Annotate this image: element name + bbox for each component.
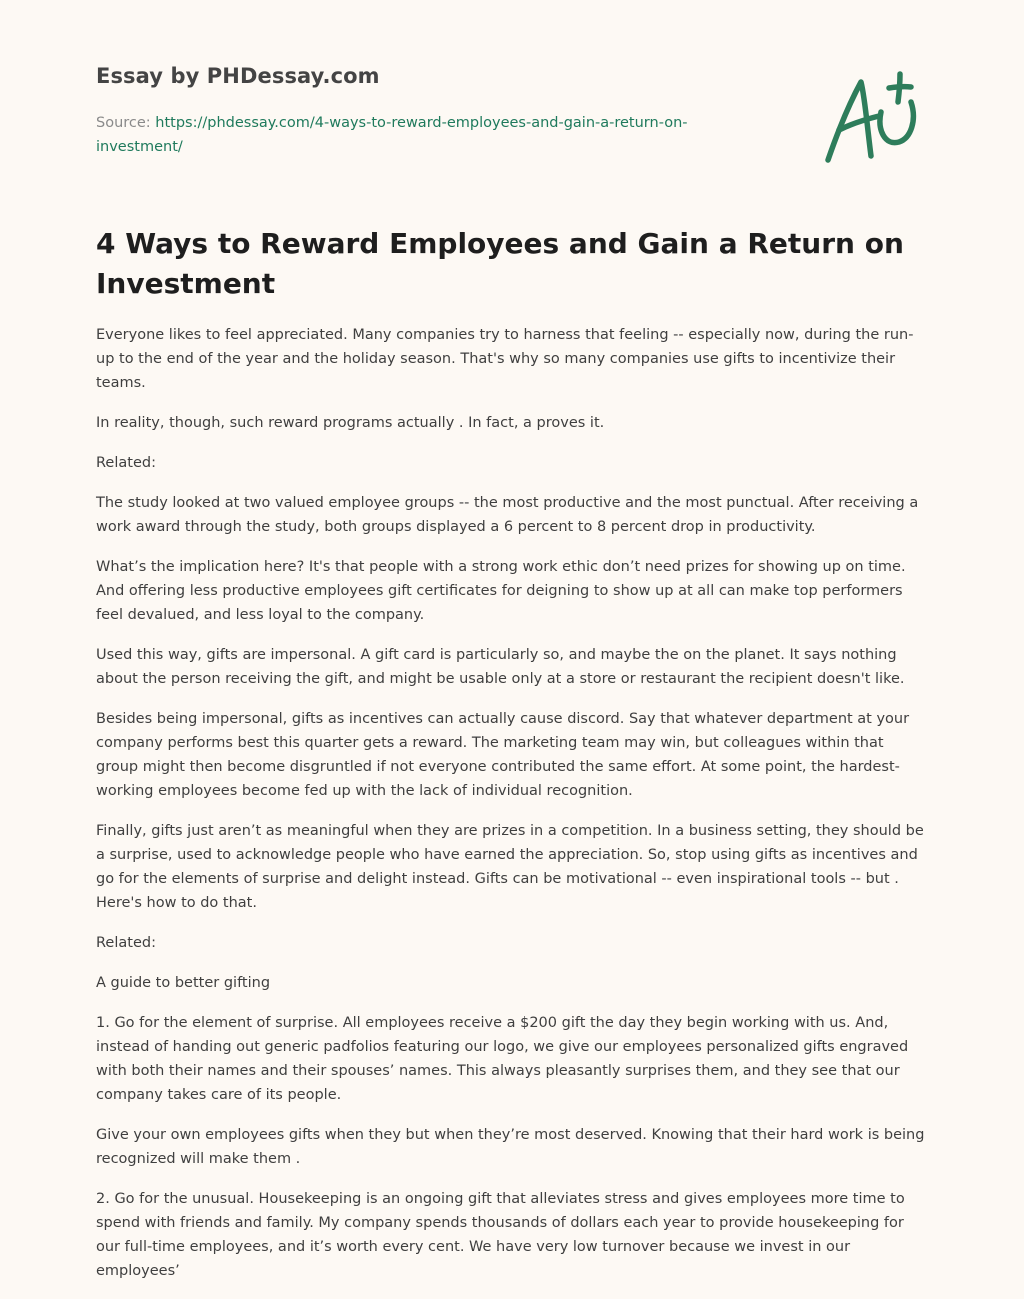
paragraph: 1. Go for the element of surprise. All employees receive a $200 gift the day they begin working with us. And, instead of handing out generic padfolios featuring our logo, we give our employees personalized gifts engraved with both their names and their spouses’ names. This always pleasantly surprises them, and they see that our company takes care of its people. bbox=[96, 1015, 909, 1103]
paragraph: In reality, though, such reward programs actually . In fact, a proves it. bbox=[96, 415, 605, 431]
paragraph: 2. Go for the unusual. Housekeeping is an ongoing gift that alleviates stress and gives employees more time to spend with friends and family. My company spends thousands of dollars each year to provide housekeeping for our full-time employees, and it’s worth every cent. We have very low turnover because we invest in our employees’ bbox=[96, 1191, 905, 1279]
a-plus-grade-icon bbox=[825, 70, 929, 166]
paragraph: Related: bbox=[96, 455, 156, 471]
source-label: Source: bbox=[96, 115, 156, 131]
paragraph: Everyone likes to feel appreciated. Many companies try to harness that feeling -- especially now, during the run-up to the end of the year and the holiday season. That's why so many companies use gifts to incentivize their teams. bbox=[96, 327, 914, 391]
paragraph: Related: bbox=[96, 935, 156, 951]
paragraph: Give your own employees gifts when they but when they’re most deserved. Knowing that their hard work is being recognized will make them . bbox=[96, 1127, 925, 1167]
paragraph: Used this way, gifts are impersonal. A gift card is particularly so, and maybe the on the planet. It says nothing about the person receiving the gift, and might be usable only at a store or restaurant the recipient doesn't like. bbox=[96, 647, 905, 687]
site-title: Essay by PHDessay.com bbox=[96, 64, 380, 88]
paragraph: Finally, gifts just aren’t as meaningful when they are prizes in a competition. In a business setting, they should be a surprise, used to acknowledge people who have earned the appreciation. So, stop using gifts as incentives and go for the elements of surprise and delight instead. Gifts can be motivational -- even inspirational tools -- but . Here's how to do that. bbox=[96, 823, 924, 911]
paragraph: Besides being impersonal, gifts as incentives can actually cause discord. Say that whatever department at your company performs best this quarter gets a reward. The marketing team may win, but colleagues within that group might then become disgruntled if not everyone contributed the same effort. At some point, the hardest-working employees become fed up with the lack of individual recognition. bbox=[96, 711, 910, 799]
source-link[interactable]: https://phdessay.com/4-ways-to-reward-employees-and-gain-a-return-on-investment/ bbox=[96, 115, 688, 155]
paragraph: A guide to better gifting bbox=[96, 975, 271, 991]
paragraph: The study looked at two valued employee groups -- the most productive and the most punctual. After receiving a work award through the study, both groups displayed a 6 percent to 8 percent drop in productivity. bbox=[96, 495, 919, 535]
essay-body bbox=[96, 323, 928, 1299]
paragraph: What’s the implication here? It's that people with a strong work ethic don’t need prizes for showing up on time. And offering less productive employees gift certificates for deigning to show up at all can make top performers feel devalued, and less loyal to the company. bbox=[96, 559, 906, 623]
essay-title: 4 Ways to Reward Employees and Gain a Return on Investment bbox=[96, 227, 904, 300]
source-line bbox=[96, 111, 736, 159]
